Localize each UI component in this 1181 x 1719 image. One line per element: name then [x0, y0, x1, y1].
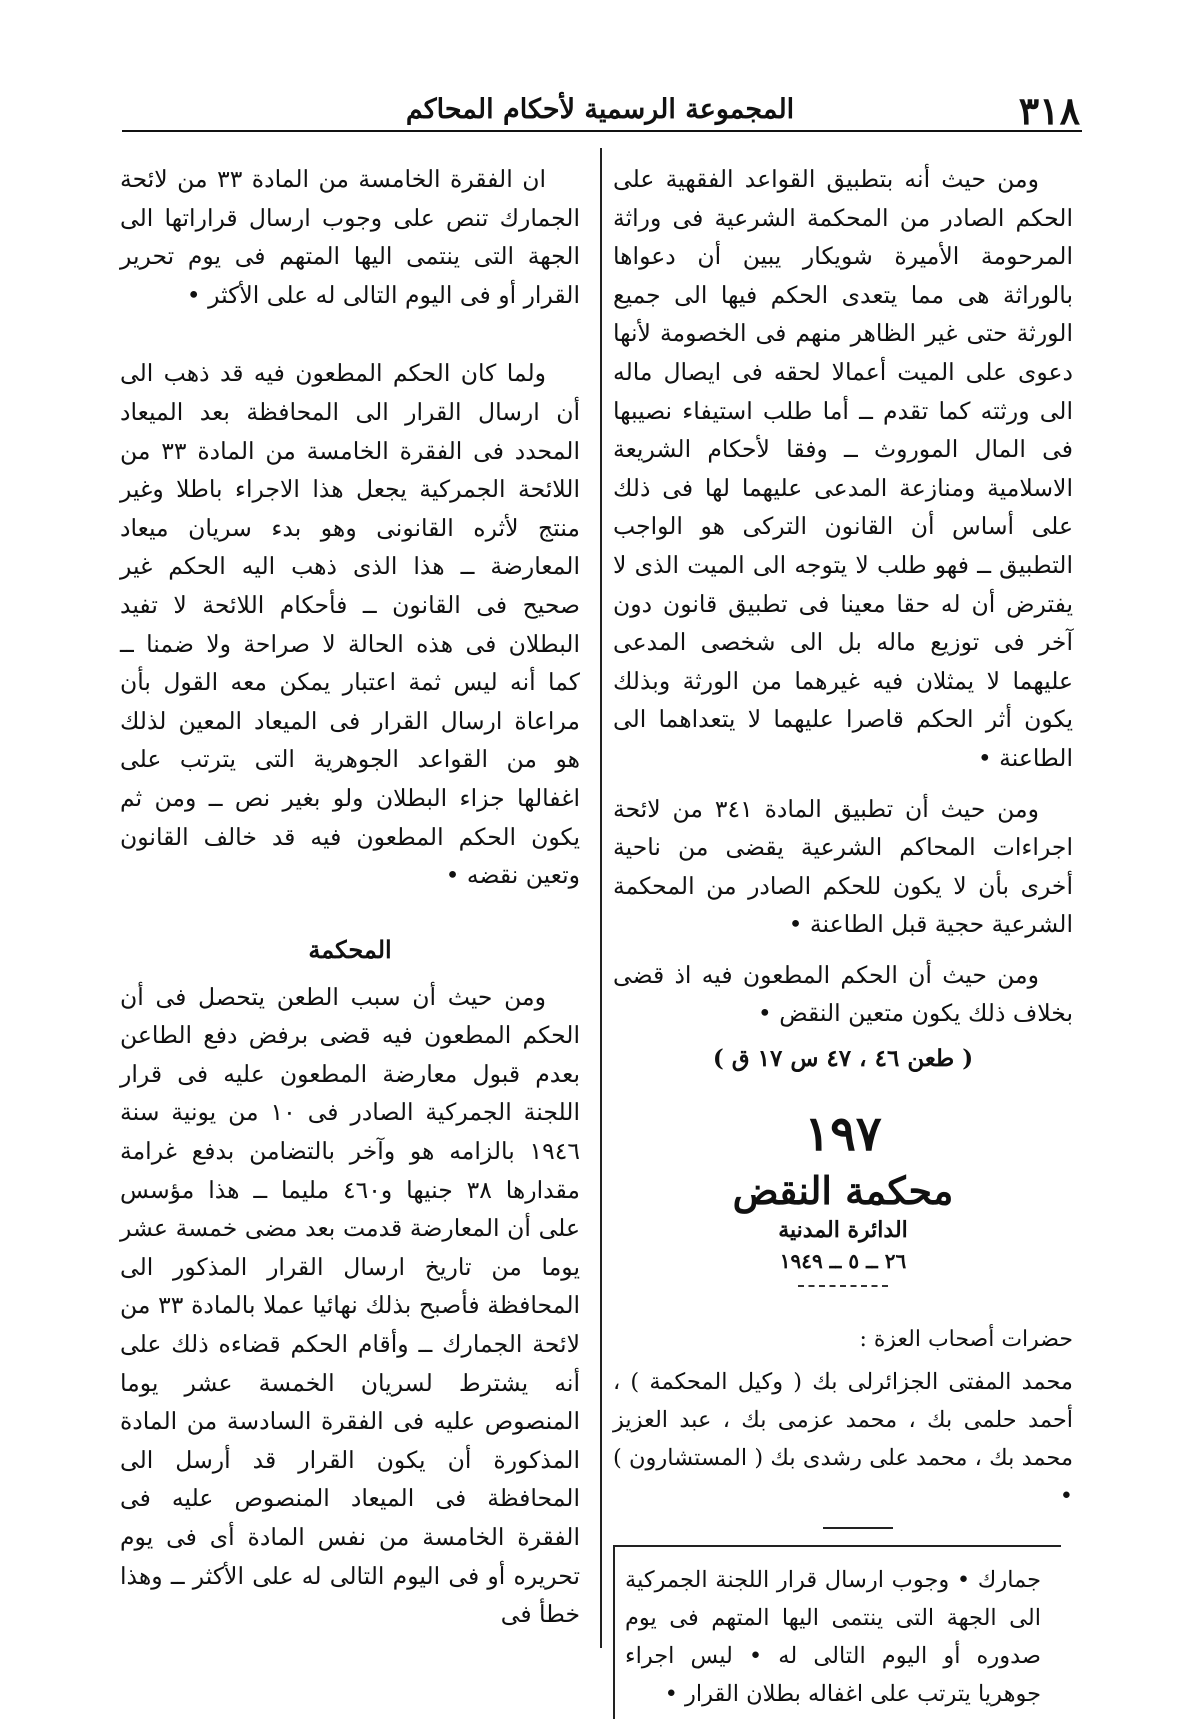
paragraph: ولما كان الحكم المطعون فيه قد ذهب الى أن ارسال القرار الى المحافظة بعد الميعاد المحدد فى الفقرة الخامسة من المادة ٣٣ من اللائحة الجمركية يجعل هذا الاجراء باطلا وغير منتج لأثره القانونى وهو بدء سريان ميعاد المعارضة ــ هذا الذى ذهب اليه الحكم غير صحيح فى القانون ــ فأحكام اللائحة لا تفيد البطلان فى هذه الحالة لا صراحة ولا ضمنا ــ كما أنه ليس ثمة اعتبار يمكن معه القول بأن مراعاة ارسال القرار فى الميعاد المعين لذلك هو من القواعد الجوهرية التى يترتب على اغفالها جزاء البطلان ولو بغير نص ــ ومن ثم يكون الحكم المطعون فيه قد خالف القانون وتعين نقضه •: [120, 359, 580, 890]
section-title: المحكمة: [308, 934, 392, 964]
court-name: محكمة النقض: [732, 1168, 954, 1214]
judges-divider: [823, 1527, 893, 1529]
judges-intro: حضرات أصحاب العزة :: [859, 1327, 1073, 1353]
paragraph: ان الفقرة الخامسة من المادة ٣٣ من لائحة الجمارك تنص على وجوب ارسال قراراتها الى الجهة التى ينتمى اليها المتهم فى يوم تحرير القرار أو فى اليوم التالى له على الأكثر •: [120, 165, 580, 309]
paragraph: ومن حيث أن تطبيق المادة ٣٤١ من لائحة اجراءات المحاكم الشرعية يقضى من ناحية أخرى بأن لا يكون للحكم الصادر من المحكمة الشرعية حجية قبل الطاعنة •: [613, 794, 1073, 939]
page-header: [120, 88, 1080, 136]
headnote: جمارك • وجوب ارسال قرار اللجنة الجمركية الى الجهة التى ينتمى اليها المتهم فى يوم صدوره أو اليوم التالى له • ليس اجراء جوهريا يترتب على اغفاله بطلان القرار •: [625, 1567, 1041, 1708]
date-divider: [798, 1285, 888, 1287]
case-number: ١٩٧: [804, 1106, 882, 1163]
judgment-date: ٢٦ ــ ٥ ــ ١٩٤٩: [779, 1249, 907, 1274]
page-number: ٣١٨: [1018, 88, 1080, 133]
headnote-box: [613, 1545, 1061, 1719]
header-rule: [122, 130, 1082, 132]
case-citation: ( طعن ٤٦ ، ٤٧ س ١٧ ق ): [712, 1045, 974, 1073]
court-circuit: الدائرة المدنية: [778, 1217, 908, 1244]
judges-list: محمد المفتى الجزائرلى بك ( وكيل المحكمة ) ، أحمد حلمى بك ، محمد عزمى بك ، عبد العزيز محمد بك ، محمد على رشدى بك ( المستشارون ) •: [613, 1369, 1073, 1510]
running-title: المجموعة الرسمية لأحكام المحاكم: [405, 94, 795, 125]
column-divider: [600, 148, 602, 1648]
paragraph: ومن حيث أنه بتطبيق القواعد الفقهية على الحكم الصادر من المحكمة الشرعية فى وراثة المرحومة الأميرة شويكار يبين أن دعواها بالوراثة هى مما يتعدى الحكم فيها الى جميع الورثة حتى غير الظاهر منهم فى الخصومة لأنها دعوى على الميت أعمالا لحقه فى ايصال ماله الى ورثته كما تقدم ــ أما طلب استيفاء نصيبها فى المال الموروث ــ وفقا لأحكام الشريعة الاسلامية ومنازعة المدعى عليهما لها فى ذلك على أساس أن القانون التركى هو الواجب التطبيق ــ فهو طلب لا يتوجه الى الميت الذى لا يفترض أن له حقا معينا فى تطبيق قانون دون آخر فى توزيع ماله بل الى شخصى المدعى عليهما لا يمثلان فيه غيرهما من الورثة وبذلك يكون أثر الحكم قاصرا عليهما لا يتعداهما الى الطاعنة •: [613, 165, 1073, 772]
paragraph: ومن حيث أن سبب الطعن يتحصل فى أن الحكم المطعون فيه قضى برفض دفع الطاعن بعدم قبول معارضة المطعون عليه فى قرار اللجنة الجمركية الصادر فى ١٠ من يونية سنة ١٩٤٦ بالزامه هو وآخر بالتضامن بدفع غرامة مقدارها ٣٨ جنيها و٤٦٠ مليما ــ هذا مؤسس على أن المعارضة قدمت بعد مضى خمسة عشر يوما من تاريخ ارسال القرار المذكور الى المحافظة فأصبح بذلك نهائيا عملا بالمادة ٣٣ من لائحة الجمارك ــ وأقام الحكم قضاءه ذلك على أنه يشترط لسريان الخمسة عشر يوما المنصوص عليه فى الفقرة السادسة من المادة المذكورة أن يكون القرار قد أرسل الى المحافظة فى الميعاد المنصوص عليه فى الفقرة الخامسة من نفس المادة أى فى يوم تحريره أو فى اليوم التالى له على الأكثر ــ وهذا خطأ فى: [120, 982, 581, 1629]
paragraph: ومن حيث أن الحكم المطعون فيه اذ قضى بخلاف ذلك يكون متعين النقض •: [613, 960, 1073, 1028]
left-column: [120, 160, 580, 1646]
right-column: [613, 160, 1073, 1719]
